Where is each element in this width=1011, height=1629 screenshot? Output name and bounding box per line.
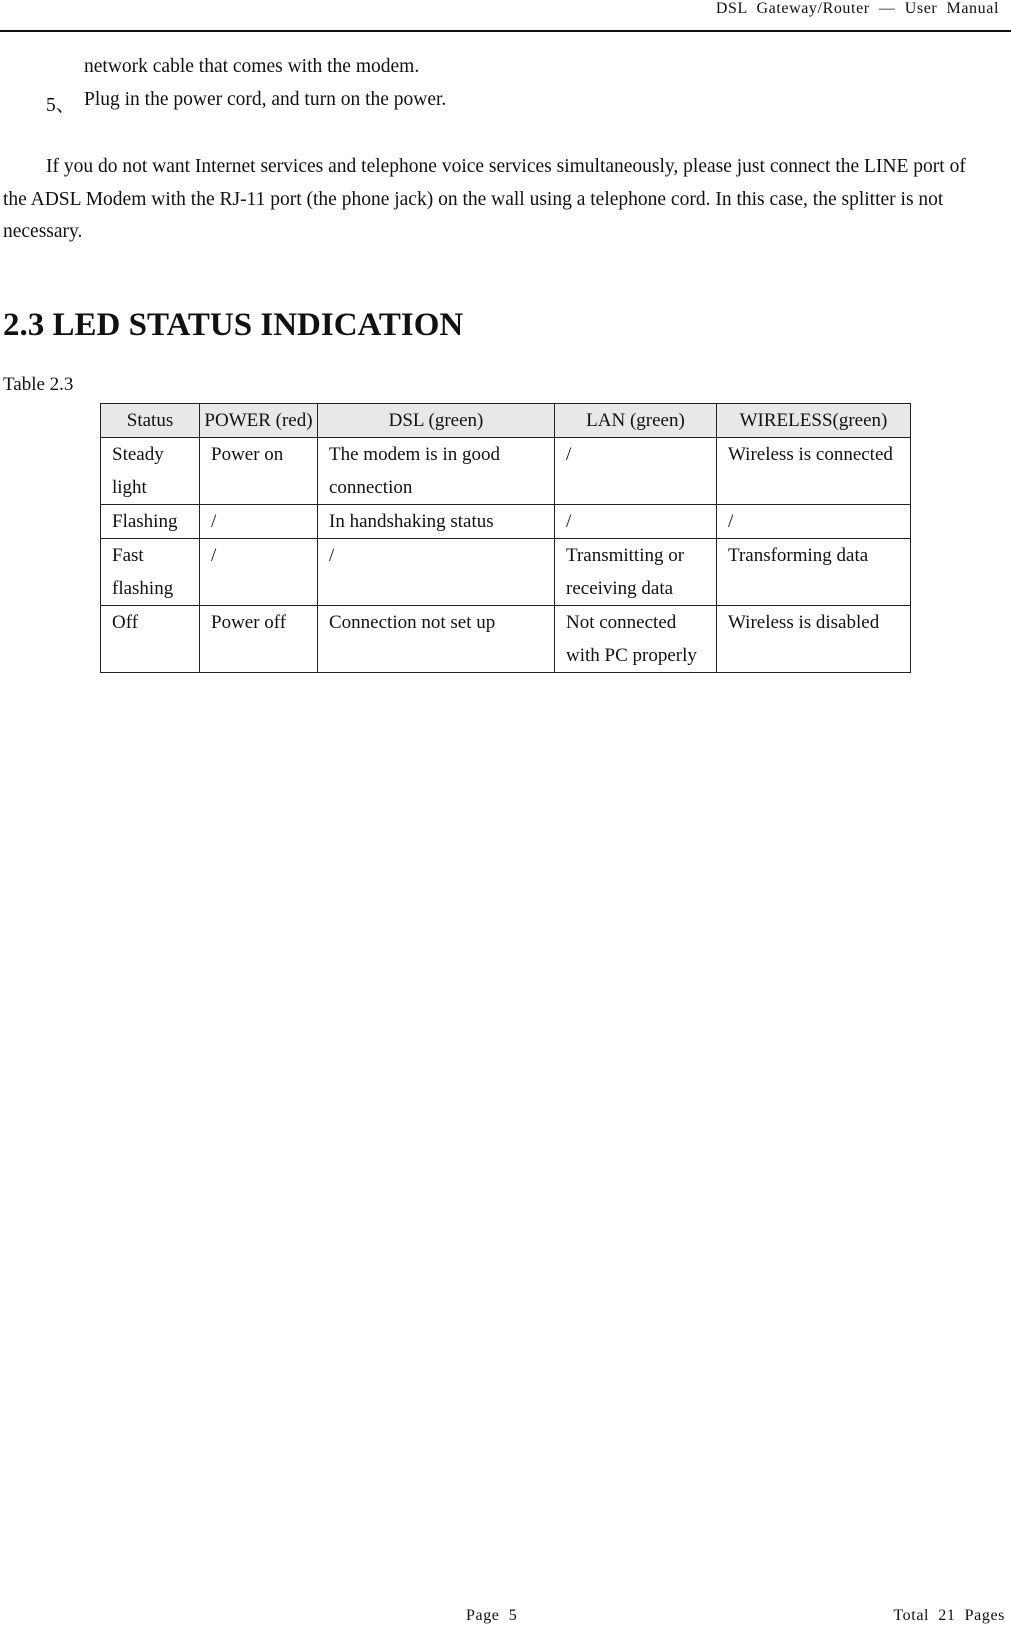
table-row	[101, 438, 911, 505]
table-row	[101, 606, 911, 673]
table-row	[101, 505, 911, 539]
total-pages: Total 21 Pages	[893, 1607, 1005, 1624]
cell-dsl: The modem is in good connection	[318, 438, 555, 505]
cell-lan: Transmitting or receiving data	[555, 539, 717, 606]
cell-power: /	[200, 505, 318, 539]
table-caption: Table 2.3	[3, 374, 74, 395]
cell-status: Fast flashing	[101, 539, 200, 606]
led-status-table	[100, 403, 911, 673]
header-power: POWER (red)	[200, 404, 318, 438]
cell-wireless: Wireless is connected	[717, 438, 911, 505]
header-rule	[0, 30, 1011, 32]
cell-dsl: /	[318, 539, 555, 606]
cell-wireless: Transforming data	[717, 539, 911, 606]
header-wireless: WIRELESS(green)	[717, 404, 911, 438]
step-number: 5、	[46, 95, 76, 116]
page-header: DSL Gateway/Router — User Manual	[715, 0, 999, 17]
continuation-line: network cable that comes with the modem.	[84, 56, 420, 77]
cell-power: /	[200, 539, 318, 606]
cell-lan: /	[555, 505, 717, 539]
table-header-row	[101, 404, 911, 438]
cell-lan: /	[555, 438, 717, 505]
cell-status: Flashing	[101, 505, 200, 539]
cell-lan: Not connected with PC properly	[555, 606, 717, 673]
cell-status: Off	[101, 606, 200, 673]
cell-dsl: In handshaking status	[318, 505, 555, 539]
cell-wireless: /	[717, 505, 911, 539]
body-paragraph: If you do not want Internet services and telephone voice services simultaneously, please just connect the LINE port of the ADSL Modem with the RJ-11 port (the phone jack) on the wall using a telephone cord. In this case, the splitter is not necessary.	[3, 156, 966, 242]
cell-wireless: Wireless is disabled	[717, 606, 911, 673]
cell-status: Steady light	[101, 438, 200, 505]
cell-power: Power off	[200, 606, 318, 673]
table-row	[101, 539, 911, 606]
header-dsl: DSL (green)	[318, 404, 555, 438]
header-status: Status	[101, 404, 200, 438]
page-number: Page 5	[466, 1607, 518, 1624]
step-text: Plug in the power cord, and turn on the power.	[84, 89, 447, 110]
cell-dsl: Connection not set up	[318, 606, 555, 673]
section-title: 2.3 LED STATUS INDICATION	[3, 307, 464, 343]
cell-power: Power on	[200, 438, 318, 505]
header-lan: LAN (green)	[555, 404, 717, 438]
